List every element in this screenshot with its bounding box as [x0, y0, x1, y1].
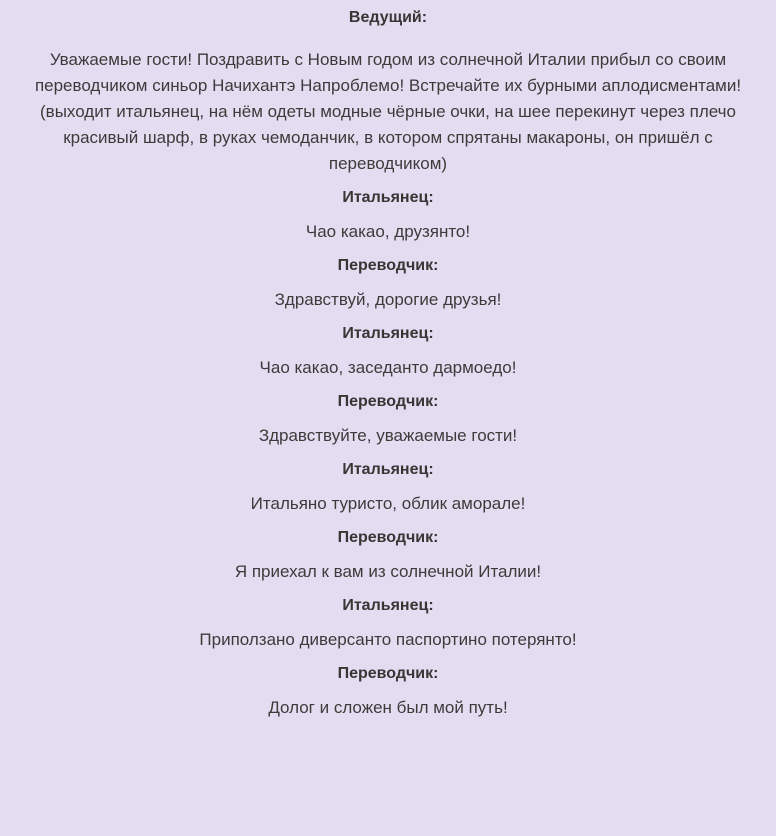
intro-line: Уважаемые гости! Поздравить с Новым годом из солнечной Италии прибыл со своим	[49, 50, 727, 69]
speaker-label: Итальянец:	[342, 189, 434, 206]
speech-line: Я приехал к вам из солнечной Италии!	[234, 562, 542, 581]
intro-line: (выходит итальянец, на нём одеты модные чёрные очки, на шее перекинут через плечо	[40, 102, 736, 121]
intro-line: переводчиком синьор Начихантэ Напроблемо! Встречайте их бурными аплодисментами!	[34, 76, 742, 95]
speech-line: Здравствуйте, уважаемые гости!	[258, 426, 518, 445]
speech-line: Чао какао, заседанто дармоедо!	[259, 358, 517, 377]
intro-line: переводчиком)	[328, 154, 448, 173]
speech-line: Здравствуй, дорогие друзья!	[274, 290, 502, 309]
intro-line: красивый шарф, в руках чемоданчик, в котором спрятаны макароны, он пришёл с	[63, 128, 713, 147]
host-speaker-label: Ведущий:	[348, 9, 428, 26]
speaker-label: Итальянец:	[342, 597, 434, 614]
speech-line: Чао какао, друзянто!	[305, 222, 471, 241]
speaker-label: Переводчик:	[337, 665, 439, 682]
dialogue	[0, 187, 776, 721]
speech-line: Итальяно туристо, облик аморале!	[250, 494, 526, 513]
speaker-label: Переводчик:	[337, 393, 439, 410]
intro-paragraph	[0, 47, 776, 177]
speech-line: Приползано диверсанто паспортино потерянто!	[199, 630, 577, 649]
speaker-label: Итальянец:	[342, 461, 434, 478]
speech-line: Долог и сложен был мой путь!	[268, 698, 508, 717]
speaker-label: Переводчик:	[337, 257, 439, 274]
speaker-label: Переводчик:	[337, 529, 439, 546]
speaker-label: Итальянец:	[342, 325, 434, 342]
